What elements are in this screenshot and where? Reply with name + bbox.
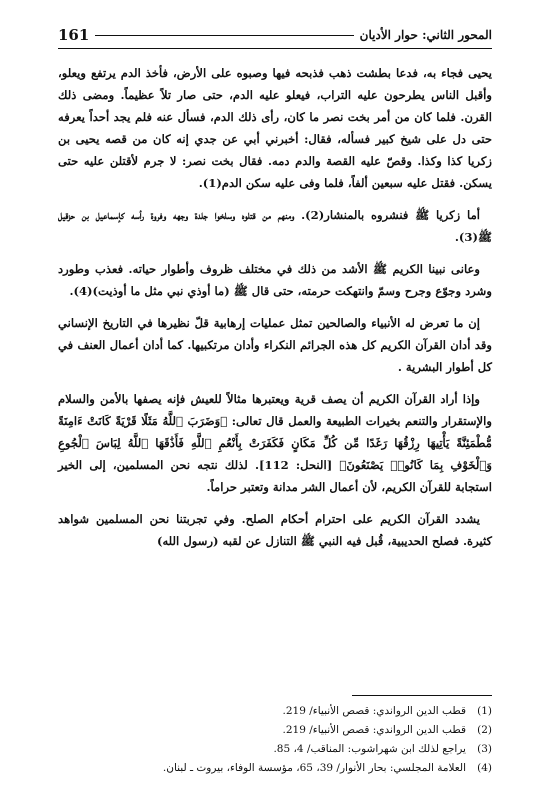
paragraph: يشدد القرآن الكريم على احترام أحكام الصلح. وفي تجربتنا نحن المسلمين شواهد كثيرة. فصلح الحديبية، قُبل فيه النبي ﷺ التنازل عن لقبه (رسول الله) (58, 512, 492, 548)
footnote-number: (4) (477, 762, 492, 774)
paragraph-with-quran-verse: وإذا أراد القرآن الكريم أن يصف قرية ويعتبرها مثالاً للعيش فإنه يصفها بالأمن والسلام والإستقرار والتنعم بخيرات الطبيعة والعمل قال تعالى: ﴿وَضَرَبَ ٱللَّهُ مَثَلًا قَرْيَةً كَانَتْ ءَامِنَةً مُّطْمَئِنَّةً يَأْتِيهَا رِزْقُهَا رَغَدًا مِّن كُلِّ مَكَانٍ فَكَفَرَتْ بِأَنْعُمِ ٱللَّهِ فَأَذَٰقَهَا ٱللَّهُ لِبَاسَ ٱلْجُوعِ وَٱلْخَوْفِ بِمَا كَانُوا۟ يَصْنَعُونَ﴾ [النحل: 112]. لذلك نتجه نحن المسلمين، إلى الخير استجابة للقرآن الكريم، لأن أعمال الشر مدانة وتعتبر حراماً. (58, 392, 492, 494)
footnote-text: العلامة المجلسي: بحار الأنوار/ 39، 65، مؤسسة الوفاء، بيروت ـ لبنان. (162, 762, 466, 774)
footnote-number: (1) (477, 705, 492, 717)
footnote-number: (2) (477, 724, 492, 736)
footnote (58, 721, 492, 740)
footnote-text: يراجع لذلك ابن شهراشوب: المناقب/ 4، 85. (273, 743, 466, 755)
paragraph: إن ما تعرض له الأنبياء والصالحين تمثل عمليات إرهابية قلّ نظيرها في التاريخ الإنساني وقد أدان القرآن الكريم كل هذه الجرائم النكراء وأدان مرتكبيها. كما أدان أعمال العنف في كل أطوار البشرية . (58, 316, 492, 374)
footnote (58, 759, 492, 778)
footnote-text: قطب الدين الرواندي: قصص الأنبياء/ 219. (282, 724, 466, 736)
footnote-text: قطب الدين الرواندي: قصص الأنبياء/ 219. (282, 705, 466, 717)
footnote-number: (3) (477, 743, 492, 755)
footnotes (58, 702, 492, 778)
footnote-separator (352, 695, 492, 696)
footnote (58, 702, 492, 721)
footnote (58, 740, 492, 759)
header-divider (58, 48, 492, 49)
paragraph: يحيى فجاء به، فدعا بطشت ذهب فذبحه فيها وصبوه على الأرض، فأخذ الدم يرتفع ويعلو، وأقبل الناس يطرحون عليه التراب، فيعلو عليه الدم، حتى صار تلاً عظيماً. ومضى ذلك القرن. فلما كان من أمر بخت نصر ما كان، رأى ذلك الدم، فسأل عنه فلم يجد أحداً يعرفه حتى دل على شيخ كبير فسأله، فقال: أخبرني أبي عن جدي إنه كان من قصه يحيى بن زكريا كذا وكذا. وقصّ عليه القصة والدم دمه. فقال بخت نصر: لا جرم لأقتلن عليه حتى يسكن. فقتل عليه سبعين ألفاً، فلما وفى عليه سكن الدم(1). (58, 66, 492, 190)
paragraph: أما زكريا ﷺ فنشروه بالمنشار(2). ومنهم من قتلوه وسلخوا جلدة وجهه وفروة رأسه كإسماعيل بن حزقيل ﷺ(3). (58, 208, 492, 244)
running-header (58, 22, 492, 48)
body-text (58, 62, 492, 562)
chapter-title: المحور الثاني: حوار الأديان (359, 28, 492, 42)
page-number: 161 (58, 26, 90, 44)
paragraph: وعانى نبينا الكريم ﷺ الأشد من ذلك في مختلف ظروف وأطوار حياته. فعذب وطورد وشرد وجوّع وجرح وسمّ وانتهكت حرمته، حتى قال ﷺ (ما أوذي نبي مثل ما أوذيت)(4). (58, 262, 492, 298)
header-rule (95, 35, 353, 36)
